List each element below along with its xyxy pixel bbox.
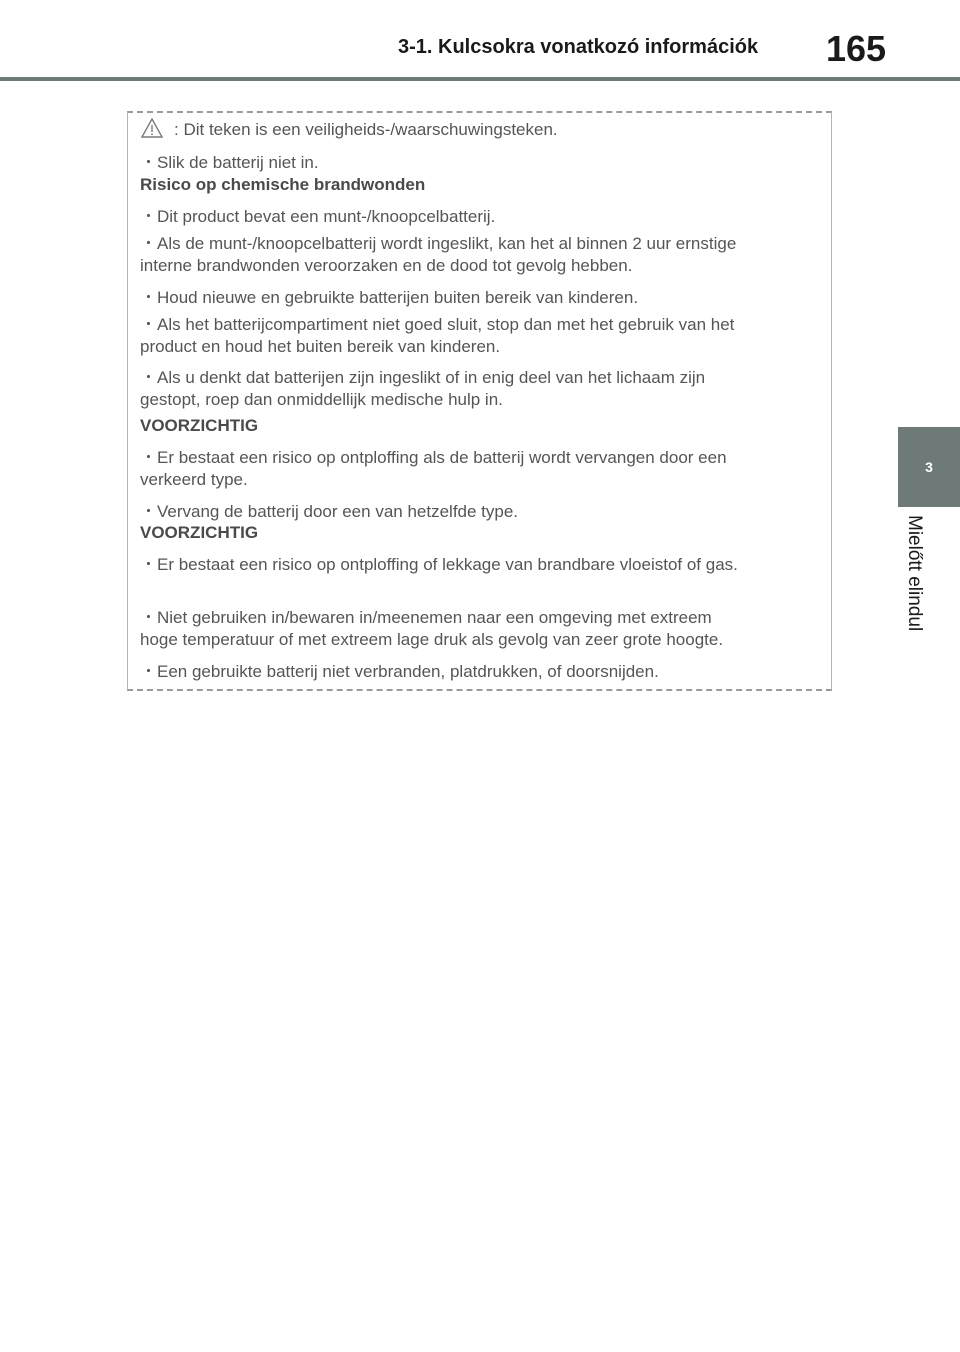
box-line: ・Als u denkt dat batterijen zijn ingeslikt of in enig deel van het lichaam zijn: [140, 368, 706, 387]
warning-triangle-icon: [141, 118, 163, 138]
box-line: ・Er bestaat een risico op ontploffing of lekkage van brandbare vloeistof of gas.: [140, 555, 738, 574]
heading-caution: VOORZICHTIG: [140, 416, 259, 435]
box-line: ・Een gebruikte batterij niet verbranden, platdrukken, of doorsnijden.: [140, 662, 659, 681]
chapter-tab: 3: [898, 427, 960, 507]
box-line: ・Als de munt-/knoopcelbatterij wordt ingeslikt, kan het al binnen 2 uur ernstige: [140, 234, 737, 253]
box-line: ・Niet gebruiken in/bewaren in/meenemen naar een omgeving met extreem: [140, 608, 712, 627]
box-line: interne brandwonden veroorzaken en de dood tot gevolg hebben.: [140, 256, 633, 275]
heading-chemical-burns: Risico op chemische brandwonden: [140, 175, 426, 194]
page-number: 165: [826, 28, 887, 69]
box-line: hoge temperatuur of met extreem lage druk als gevolg van zeer grote hoogte.: [140, 630, 724, 649]
box-line: ・Er bestaat een risico op ontploffing als de batterij wordt vervangen door een: [140, 448, 727, 467]
box-line: gestopt, roep dan onmiddellijk medische hulp in.: [140, 390, 503, 409]
box-line: ・Houd nieuwe en gebruikte batterijen buiten bereik van kinderen.: [140, 288, 639, 307]
box-line: verkeerd type.: [140, 470, 248, 489]
heading-caution: VOORZICHTIG: [140, 523, 259, 542]
box-line: ・Dit product bevat een munt-/knoopcelbatterij.: [140, 207, 496, 226]
header-rule: [0, 77, 960, 81]
box-line: ・Vervang de batterij door een van hetzelfde type.: [140, 502, 519, 521]
box-line: product en houd het buiten bereik van kinderen.: [140, 337, 501, 356]
chapter-label: Mielőtt elindul: [904, 515, 925, 632]
warning-symbol-explanation: : Dit teken is een veiligheids-/waarschuwingsteken.: [174, 120, 558, 139]
section-title: 3-1. Kulcsokra vonatkozó információk: [398, 36, 759, 58]
box-line: ・Slik de batterij niet in.: [140, 153, 319, 172]
box-line: ・Als het batterijcompartiment niet goed sluit, stop dan met het gebruik van het: [140, 315, 735, 334]
